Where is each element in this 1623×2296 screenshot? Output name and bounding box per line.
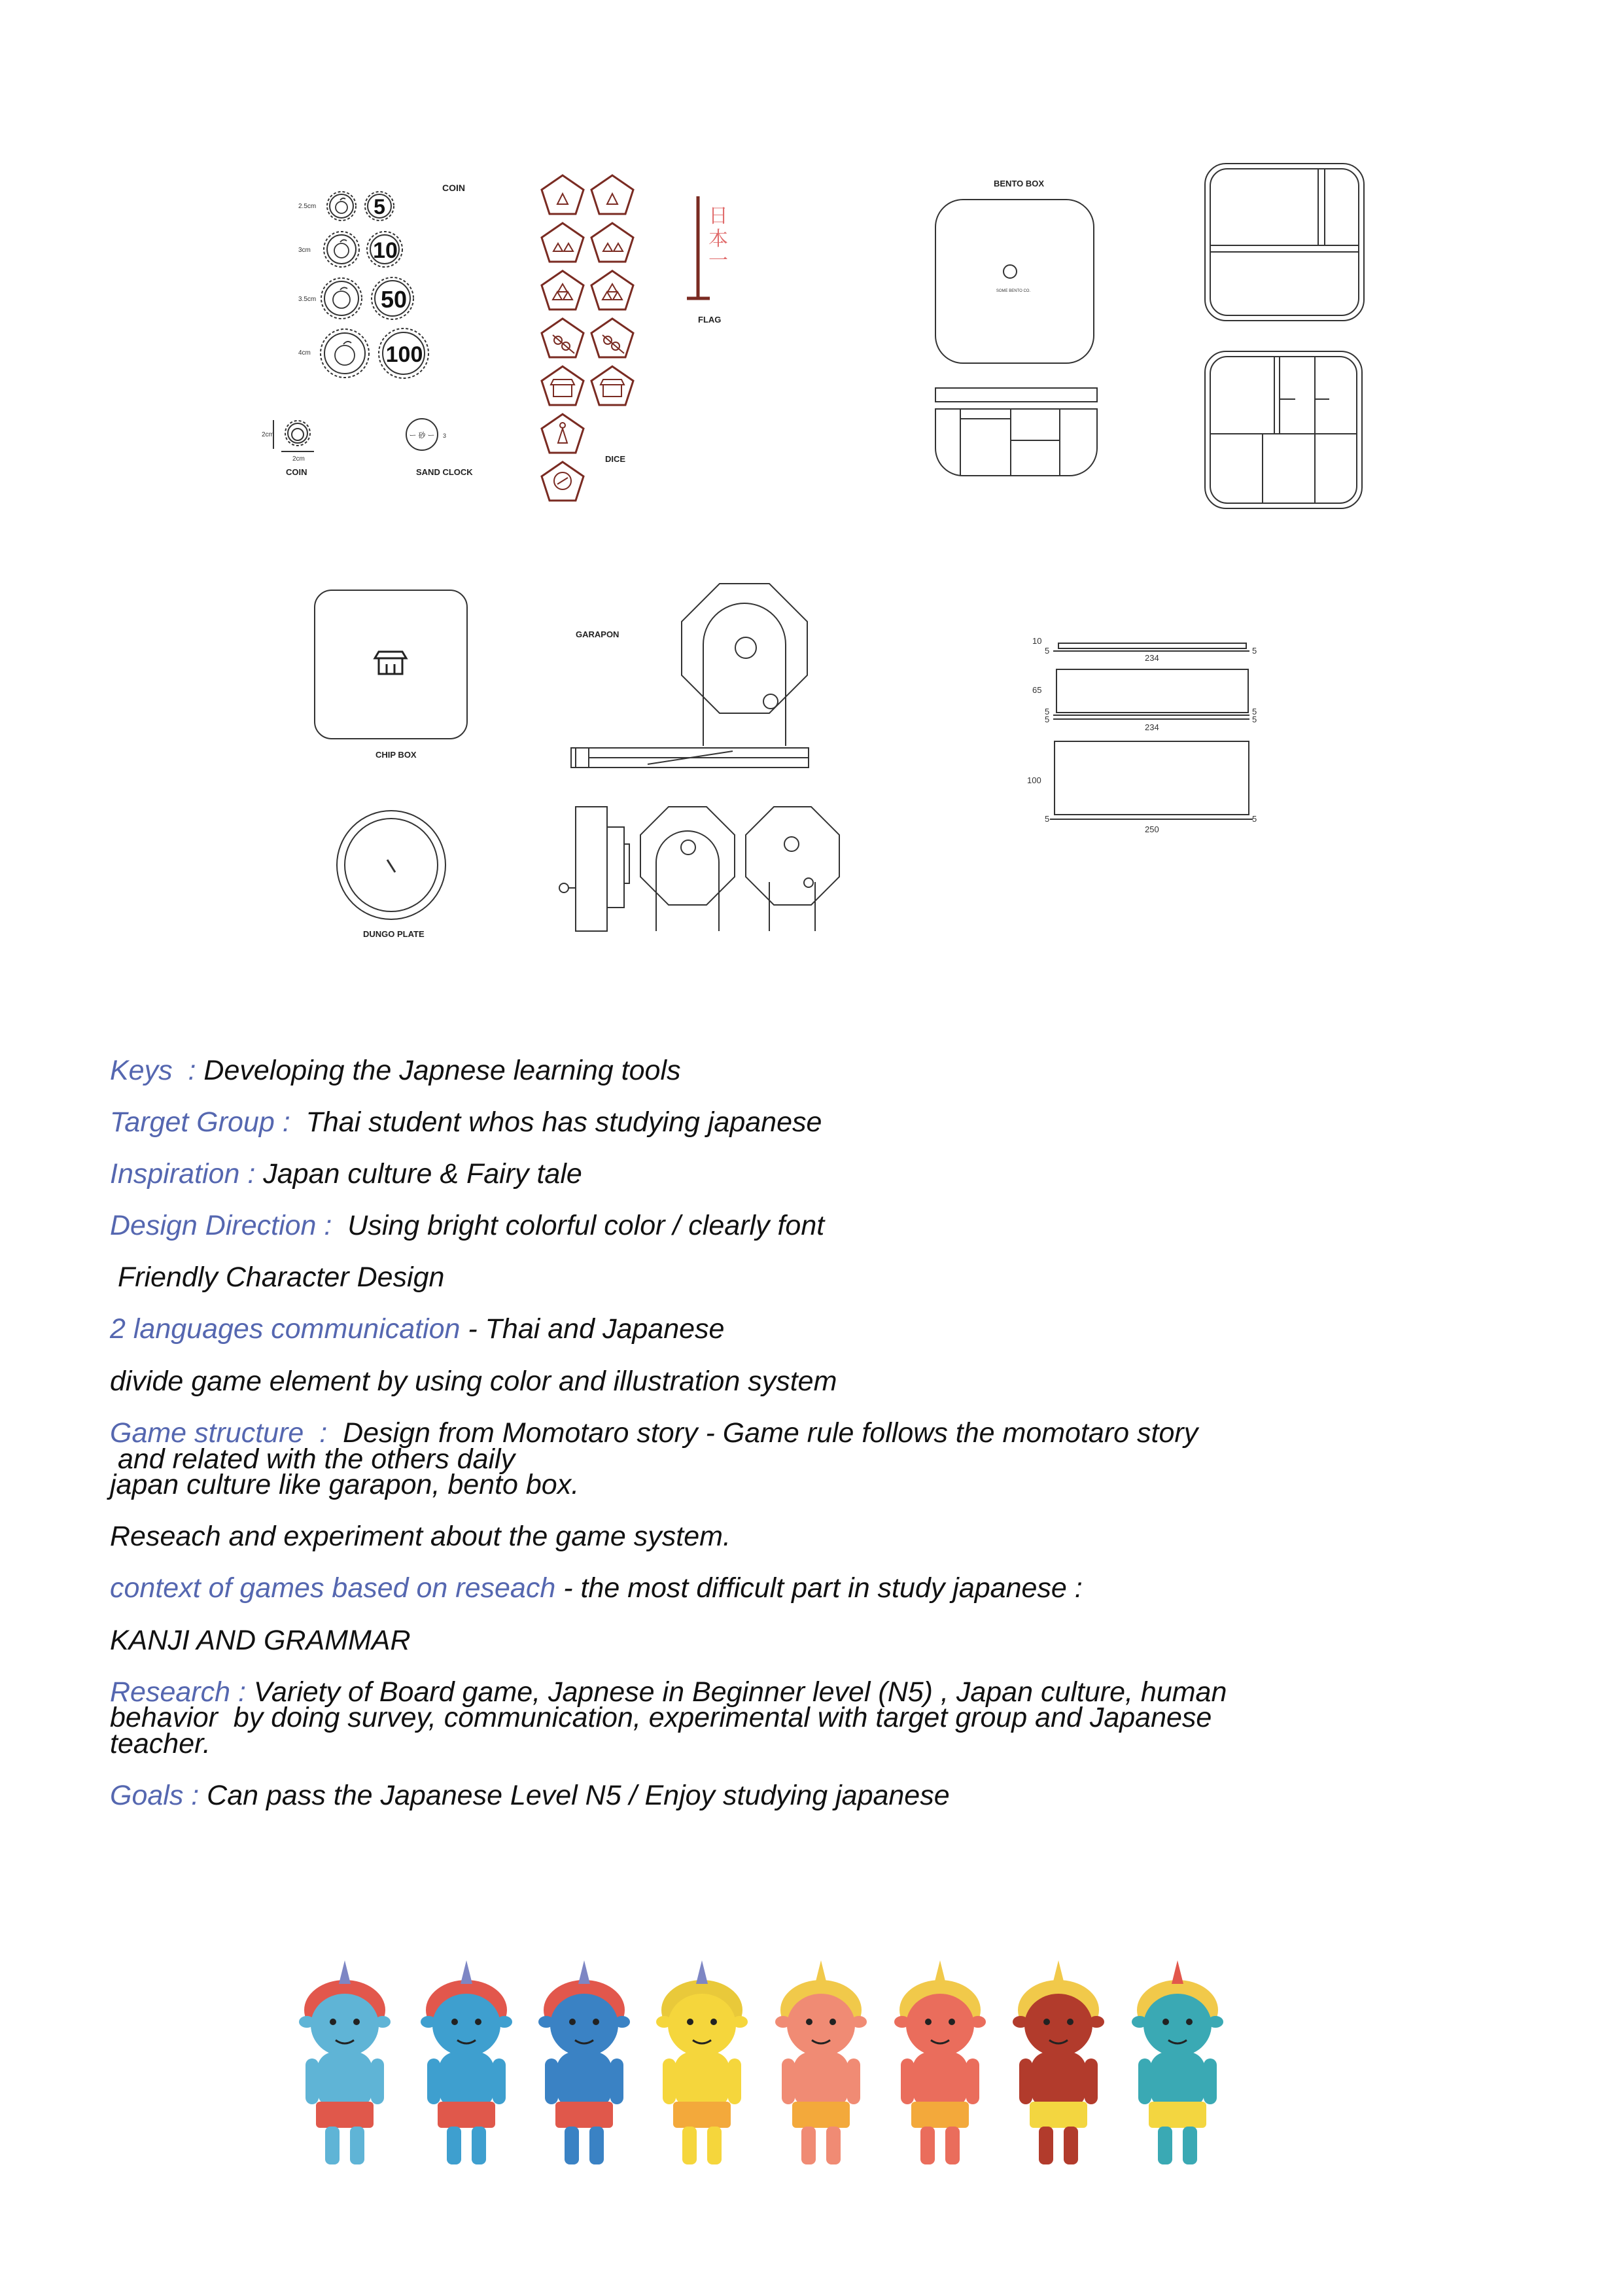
coin-sheet	[262, 183, 473, 477]
context-label: context of games based on reseach	[110, 1572, 556, 1604]
oni-blue-3-character	[538, 1960, 630, 2164]
oni-dark-red-character	[1013, 1960, 1104, 2164]
coin-value-10: 10	[373, 238, 398, 263]
design-direction-value: Using bright colorful color / clearly font	[347, 1210, 825, 1241]
dim-5: 5	[1252, 814, 1257, 824]
chip-box-label: CHIP BOX	[375, 750, 417, 760]
game-structure-line-3: japan culture like garapon, bento box.	[110, 1469, 580, 1500]
goals-value: Can pass the Japanese Level N5 / Enjoy studying japanese	[207, 1780, 950, 1811]
coin-small-width: 2cm	[292, 455, 305, 463]
oni-yellow-character	[656, 1960, 748, 2164]
sand-clock-dim: 3	[443, 433, 447, 439]
coin-value-5: 5	[374, 195, 385, 219]
bento-lid-text: SOME BENTO CO.	[996, 289, 1031, 293]
context-value: - the most difficult part in study japanese :	[555, 1572, 1083, 1604]
goals-line	[110, 1782, 950, 1810]
oni-character-lineup	[0, 1930, 1623, 2225]
dim-250: 250	[1145, 824, 1159, 834]
coin-size-label: 2.5cm	[298, 203, 317, 210]
research-line-3: teacher.	[110, 1728, 211, 1759]
dim-5: 5	[1252, 707, 1257, 716]
context-line	[110, 1574, 1083, 1602]
dim-100: 100	[1027, 775, 1041, 785]
coin-size-label: 4cm	[298, 349, 311, 357]
coin-small-label: COIN	[286, 467, 307, 477]
oni-teal-character	[1132, 1960, 1223, 2164]
coin-value-50: 50	[380, 286, 408, 313]
flag-kanji-3: 一	[708, 249, 728, 272]
target-line	[110, 1108, 822, 1137]
inspiration-line	[110, 1160, 582, 1188]
flag-kanji-1: 日	[708, 205, 728, 228]
dim-5: 5	[1045, 715, 1050, 724]
languages-label: 2 languages communication	[110, 1313, 461, 1345]
game-structure-label: Game structure :	[110, 1417, 343, 1449]
dim-5: 5	[1045, 707, 1050, 716]
dungo-plate-drawing	[337, 811, 445, 939]
inspiration-value: Japan culture & Fairy tale	[263, 1158, 582, 1190]
research-value: Variety of Board game, Japnese in Beginner level (N5) , Japan culture, human	[253, 1676, 1227, 1708]
reseach-line: Reseach and experiment about the game system.	[110, 1521, 731, 1552]
coin-small-height: 2cm	[262, 431, 274, 438]
dungo-plate-label: DUNGO PLATE	[363, 929, 425, 939]
design-direction-line	[110, 1212, 824, 1240]
dimension-labels	[1027, 636, 1257, 834]
target-value: Thai student whos has studying japanese	[305, 1106, 822, 1138]
design-direction-label: Design Direction :	[110, 1210, 348, 1241]
coin-size-label: 3cm	[298, 247, 311, 254]
game-structure-line-2: and related with the others daily	[110, 1443, 515, 1475]
keys-line	[110, 1057, 681, 1085]
dim-234-a: 234	[1145, 653, 1159, 663]
dice-sheet	[542, 175, 633, 501]
languages-value: - Thai and Japanese	[460, 1313, 725, 1345]
languages-line	[110, 1315, 724, 1343]
coin-size-label: 3.5cm	[298, 296, 317, 303]
keys-label: Keys :	[110, 1055, 204, 1086]
divide-line: divide game element by using color and illustration system	[110, 1366, 837, 1397]
dim-5: 5	[1045, 646, 1050, 656]
bento-label: BENTO BOX	[994, 179, 1045, 188]
keys-value: Developing the Japnese learning tools	[203, 1055, 681, 1086]
inspiration-label: Inspiration :	[110, 1158, 264, 1190]
sand-clock-label: SAND CLOCK	[416, 467, 473, 477]
oni-red-character	[894, 1960, 986, 2164]
flag-kanji-2: 本	[708, 228, 728, 251]
coin-value-100: 100	[385, 342, 423, 367]
dim-65: 65	[1032, 685, 1042, 695]
garapon-label: GARAPON	[576, 629, 620, 639]
flag-drawing	[687, 196, 728, 325]
flag-label: FLAG	[698, 315, 722, 325]
dim-5: 5	[1045, 814, 1050, 824]
bento-box-drawing	[935, 164, 1364, 508]
design-direction-line-2: Friendly Character Design	[110, 1262, 445, 1293]
research-line-2: behavior by doing survey, communication, experimental with target group and Japanese	[110, 1702, 1212, 1733]
dim-234-b: 234	[1145, 722, 1159, 732]
dim-5: 5	[1252, 715, 1257, 724]
dice-label: DICE	[605, 454, 626, 464]
technical-drawings	[0, 0, 1623, 981]
kanji-line: KANJI AND GRAMMAR	[110, 1625, 411, 1656]
sand-clock-text: ー 砂 ー	[409, 432, 435, 440]
dim-5: 5	[1252, 646, 1257, 656]
chip-box-drawing	[315, 590, 467, 760]
dim-10: 10	[1032, 636, 1042, 646]
research-label: Research :	[110, 1676, 254, 1708]
game-structure-value: Design from Momotaro story - Game rule follows the momotaro story	[343, 1417, 1198, 1449]
oni-blue-2-character	[421, 1960, 512, 2164]
garapon-drawing	[559, 584, 839, 931]
coin-title: COIN	[442, 183, 465, 193]
target-label: Target Group :	[110, 1106, 306, 1138]
oni-blue-1-character	[299, 1960, 391, 2164]
oni-salmon-character	[775, 1960, 867, 2164]
goals-label: Goals :	[110, 1780, 207, 1811]
